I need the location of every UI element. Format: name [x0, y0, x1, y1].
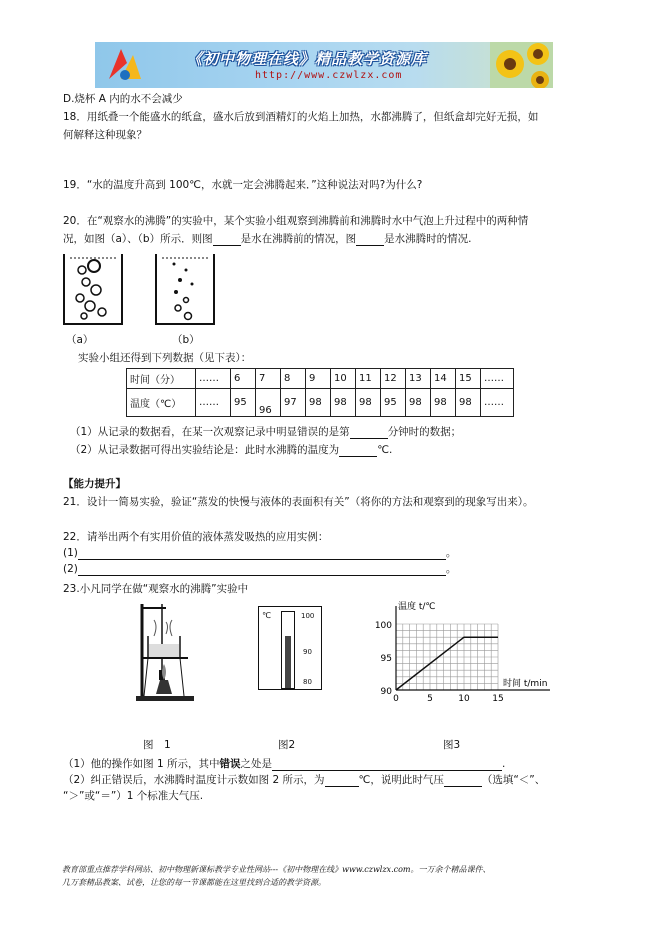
question-23-part-3: “＞”或“＝”）1 个标准大气压. [63, 790, 204, 802]
option-d: D.烧杯 A 内的水不会减少 [63, 93, 183, 105]
beaker-figure-b [152, 250, 222, 330]
question-22-item-2: (2) 。 [63, 563, 457, 575]
answer-blank-mistake[interactable] [272, 758, 502, 771]
table-cell: 96 [256, 389, 281, 417]
mercury-column [285, 636, 291, 688]
table-row-time [127, 369, 514, 389]
boiling-apparatus-figure [126, 600, 201, 705]
thermometer-tick-90: 90 [303, 648, 312, 656]
question-20-line2: 况，如图（a）、（b）所示．则图 是水在沸腾前的情况，图 是水沸腾时的情况. [63, 233, 472, 245]
table-cell: 97 [281, 389, 306, 417]
x-tick-label: 15 [492, 694, 504, 704]
table-cell: …… [481, 369, 514, 389]
table-cell: 6 [231, 369, 256, 389]
figure-2-caption: 图2 [278, 739, 296, 751]
thermometer-tick-100: 100 [301, 612, 315, 620]
thermometer-tick-80: 80 [303, 678, 312, 686]
table-cell: …… [196, 389, 231, 417]
x-tick-label: 10 [458, 694, 470, 704]
answer-line-1[interactable] [78, 547, 446, 560]
table-cell: 95 [231, 389, 256, 417]
table-cell: 14 [431, 369, 456, 389]
question-20-line1: 20．在“观察水的沸腾”的实验中，某个实验小组观察到沸腾前和沸腾时水中气泡上升过程中的两种情 [63, 215, 529, 227]
question-22-item-1: (1) 。 [63, 547, 457, 559]
banner-title: 《初中物理在线》精品教学资源库 [187, 50, 428, 68]
sub-question-1: （1）从记录的数据看，在某一次观察记录中明显错误的是第 分钟时的数据； [70, 426, 462, 438]
data-table [126, 368, 514, 417]
figure-3-caption: 图3 [443, 739, 461, 751]
banner-url: http://www.czwlzx.com [255, 70, 403, 81]
x-axis-label: 时间 t/min [503, 679, 548, 689]
table-cell: 8 [281, 369, 306, 389]
answer-blank-during[interactable] [356, 233, 384, 246]
table-cell: 98 [456, 389, 481, 417]
figure-label-b: （b） [172, 334, 200, 346]
thermometer-unit: ℃ [262, 611, 271, 620]
question-23-part-1: （1）他的操作如图 1 所示，其中错误之处是 . [63, 758, 506, 770]
site-logo [101, 45, 151, 85]
x-tick-label: 5 [427, 694, 433, 704]
y-axis-label: 温度 t/℃ [398, 602, 436, 612]
question-18-line2: 何解释这种现象？ [63, 129, 147, 141]
answer-blank-reading[interactable] [325, 774, 359, 787]
thermometer-tube [281, 611, 295, 689]
table-row-temperature [127, 389, 514, 417]
footer-line-2: 几万套精品教案、试卷，让您的每一节课都能在这里找到合适的教学资源。 [62, 878, 326, 887]
question-21: 21．设计一简易实验，验证“蒸发的快慢与液体的表面积有关”（将你的方法和观察到的现象写出来）。 [63, 496, 534, 508]
footer-line-1: 教育部重点推荐学科网站、初中物理新课标教学专业性网站---《初中物理在线》www.czwlzx.com。一万余个精品课件、 [62, 865, 491, 874]
answer-blank-boiling-temp[interactable] [339, 444, 377, 457]
table-cell: 98 [431, 389, 456, 417]
y-tick-label: 100 [374, 621, 392, 631]
table-cell: 9 [306, 369, 331, 389]
figure-1-caption: 图 1 [143, 739, 171, 751]
table-cell: 7 [256, 369, 281, 389]
header-banner [95, 42, 553, 88]
figure-label-a: （a） [66, 334, 94, 346]
answer-blank-minute[interactable] [350, 426, 388, 439]
question-22: 22．请举出两个有实用价值的液体蒸发吸热的应用实例： [63, 531, 329, 543]
x-tick-label: 0 [393, 694, 399, 704]
y-tick-label: 90 [380, 687, 392, 697]
table-cell: 95 [381, 389, 406, 417]
thermometer-figure [258, 606, 322, 690]
page-footer [62, 863, 491, 889]
table-cell: 15 [456, 369, 481, 389]
answer-blank-pressure[interactable] [444, 774, 482, 787]
table-cell: 10 [331, 369, 356, 389]
table-header-temperature: 温度（℃） [127, 389, 196, 417]
beaker-figure-a [60, 250, 130, 330]
y-tick-label: 95 [380, 654, 392, 664]
table-cell: …… [196, 369, 231, 389]
question-23-part-2: （2）纠正错误后，水沸腾时温度计示数如图 2 所示，为 ℃，说明此时气压 （选填“＜”、 [63, 774, 546, 786]
table-cell: 98 [306, 389, 331, 417]
table-cell: 98 [356, 389, 381, 417]
question-23: 23.小凡同学在做“观察水的沸腾”实验中 [63, 583, 249, 595]
temperature-time-graph [360, 598, 560, 708]
sunflower-image [490, 42, 553, 88]
table-header-time: 时间（分） [127, 369, 196, 389]
question-19: 19．“水的温度升高到 100℃，水就一定会沸腾起来．”这种说法对吗?为什么? [63, 179, 423, 191]
table-cell: 98 [406, 389, 431, 417]
answer-line-2[interactable] [78, 563, 446, 576]
table-cell: …… [481, 389, 514, 417]
table-cell: 98 [331, 389, 356, 417]
table-intro: 实验小组还得到下列数据（见下表）： [78, 352, 252, 364]
answer-blank-before[interactable] [213, 233, 241, 246]
table-cell: 12 [381, 369, 406, 389]
table-cell: 13 [406, 369, 431, 389]
section-heading: 【能力提升】 [63, 478, 126, 490]
question-18-line1: 18．用纸叠一个能盛水的纸盒，盛水后放到酒精灯的火焰上加热，水都沸腾了，但纸盒却完好无损，如 [63, 111, 539, 123]
sub-question-2: （2）从记录数据可得出实验结论是：此时水沸腾的温度为 ℃. [70, 444, 393, 456]
table-cell: 11 [356, 369, 381, 389]
